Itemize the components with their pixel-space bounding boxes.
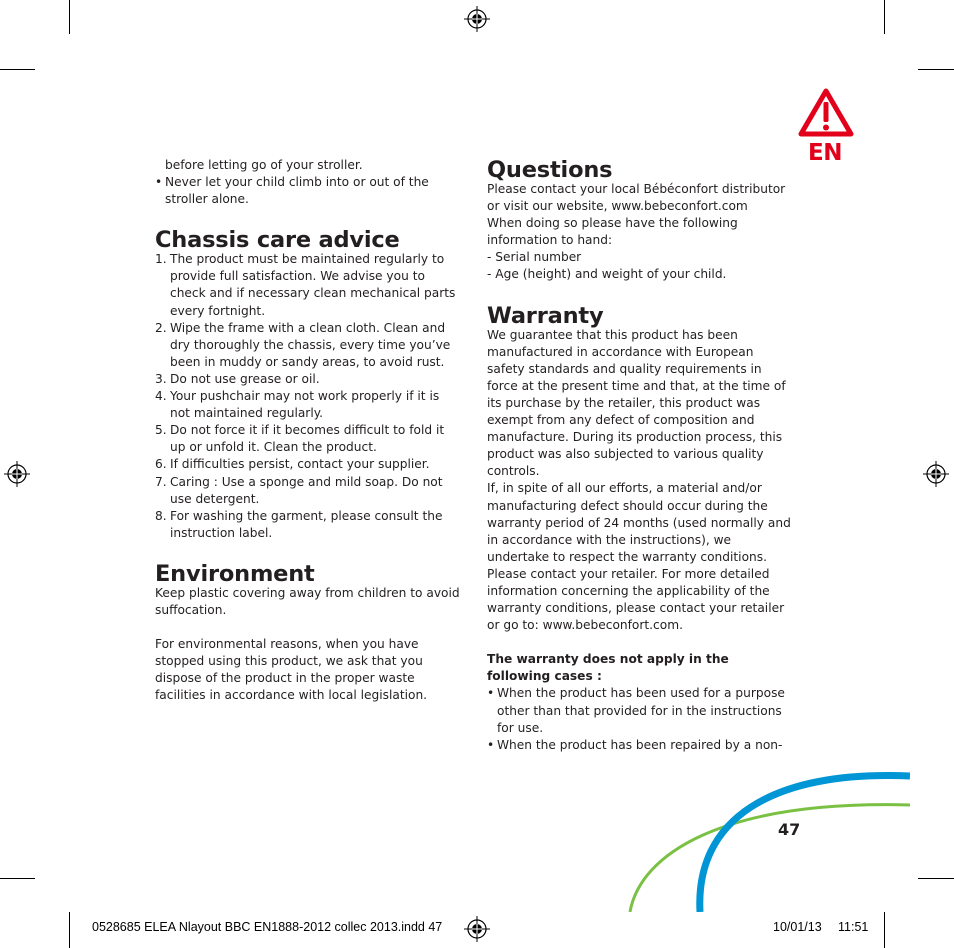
chassis-steps-list [155,251,460,542]
list-item: • Never let your child climb into or out of the stroller alone. [155,174,460,208]
step-number: 2. [155,320,167,335]
chassis-heading: Chassis care advice [155,227,400,254]
slug-time: 11:51 [838,920,869,934]
registration-mark-icon [463,5,491,33]
step-number: 6. [155,457,167,472]
right-column [487,157,793,754]
decorative-swoosh [620,760,910,912]
list-item [155,474,460,508]
step-number: 3. [155,371,167,386]
step-number: 8. [155,508,167,523]
registration-mark-icon [922,460,950,488]
left-column [155,157,460,704]
crop-mark [884,0,885,34]
slug-file: 0528685 ELEA Nlayout BBC EN1888-2012 collec 2013.indd 47 [92,920,443,934]
crop-mark [0,69,35,70]
warranty-heading: Warranty [487,302,604,329]
slug-date: 10/01/13 [773,920,822,934]
step-text: Do not force it if it becomes difficult to fold it up or unfold it. Clean the product. [170,423,445,455]
environment-heading: Environment [155,560,315,587]
questions-paragraph: When doing so please have the following information to hand: [487,216,738,248]
list-item [155,371,460,388]
list-item [155,456,460,473]
warranty-paragraph: We guarantee that this product has been manufactured in accordance with European safety standards and quality requirements in force at the present time and that, at the time of its purchase by the retailer, this product was exempt from any defect of composition and manufacture. During its production process, this product was also subjected to various quality controls. [487,327,786,479]
language-badge: EN [808,140,842,166]
crop-mark [884,912,885,948]
warning-triangle-icon [797,87,855,139]
intro-bullet-list [155,174,460,208]
crop-mark [69,912,70,948]
list-item: • When the product has been used for a purpose other than that provided for in the instructions for use. [487,685,793,736]
page-number: 47 [778,820,801,839]
registration-mark-icon [3,460,31,488]
step-number: 7. [155,474,167,489]
step-text: Wipe the frame with a clean cloth. Clean and dry thoroughly the chassis, every time you’ve been in muddy or sandy areas, to avoid rust. [170,320,451,369]
step-text: Your pushchair may not work properly if it is not maintained regularly. [170,389,440,421]
environment-paragraph: For environmental reasons, when you have stopped using this product, we ask that you dispose of the product in the proper waste facilities in accordance with local legislation. [155,637,428,703]
crop-mark [69,0,70,34]
warranty-exclusions-list [487,685,793,753]
warranty-paragraph: If, in spite of all our efforts, a material and/or manufacturing defect should occur during the warranty period of 24 months (used normally and in accordance with the instructions), we undertake to respect the warranty conditions. Please contact your retailer. For more detailed information concerning the applicability of the warranty conditions, please contact your retailer or go to: www.bebeconfort.com. [487,481,791,633]
step-text: Caring : Use a sponge and mild soap. Do not use detergent. [170,474,443,506]
list-item: • When the product has been repaired by a non- [487,737,793,754]
list-item [155,251,460,319]
questions-paragraph: Please contact your local Bébéconfort distributor or visit our website, www.bebeconfort.com [487,182,786,214]
intro-continuation: before letting go of your stroller. [165,158,363,172]
step-number: 1. [155,252,167,267]
step-text: For washing the garment, please consult the instruction label. [170,508,443,540]
warranty-exclusions-heading: The warranty does not apply in the following cases : [487,652,729,684]
crop-mark [918,69,954,70]
list-item [155,422,460,456]
step-text: If difficulties persist, contact your supplier. [170,457,430,472]
step-number: 5. [155,423,167,438]
step-text: The product must be maintained regularly to provide full satisfaction. We advise you to check and if necessary clean mechanical parts every fortnight. [170,252,456,318]
questions-heading: Questions [487,157,613,183]
list-item [155,320,460,371]
step-number: 4. [155,389,167,404]
environment-paragraph: Keep plastic covering away from children to avoid suffocation. [155,585,460,617]
questions-line: - Serial number [487,250,582,265]
crop-mark [0,878,35,879]
step-text: Do not use grease or oil. [170,371,320,386]
list-item [155,508,460,542]
questions-line: - Age (height) and weight of your child. [487,267,727,282]
crop-mark [918,878,954,879]
list-item [155,388,460,422]
registration-mark-icon [463,915,491,943]
